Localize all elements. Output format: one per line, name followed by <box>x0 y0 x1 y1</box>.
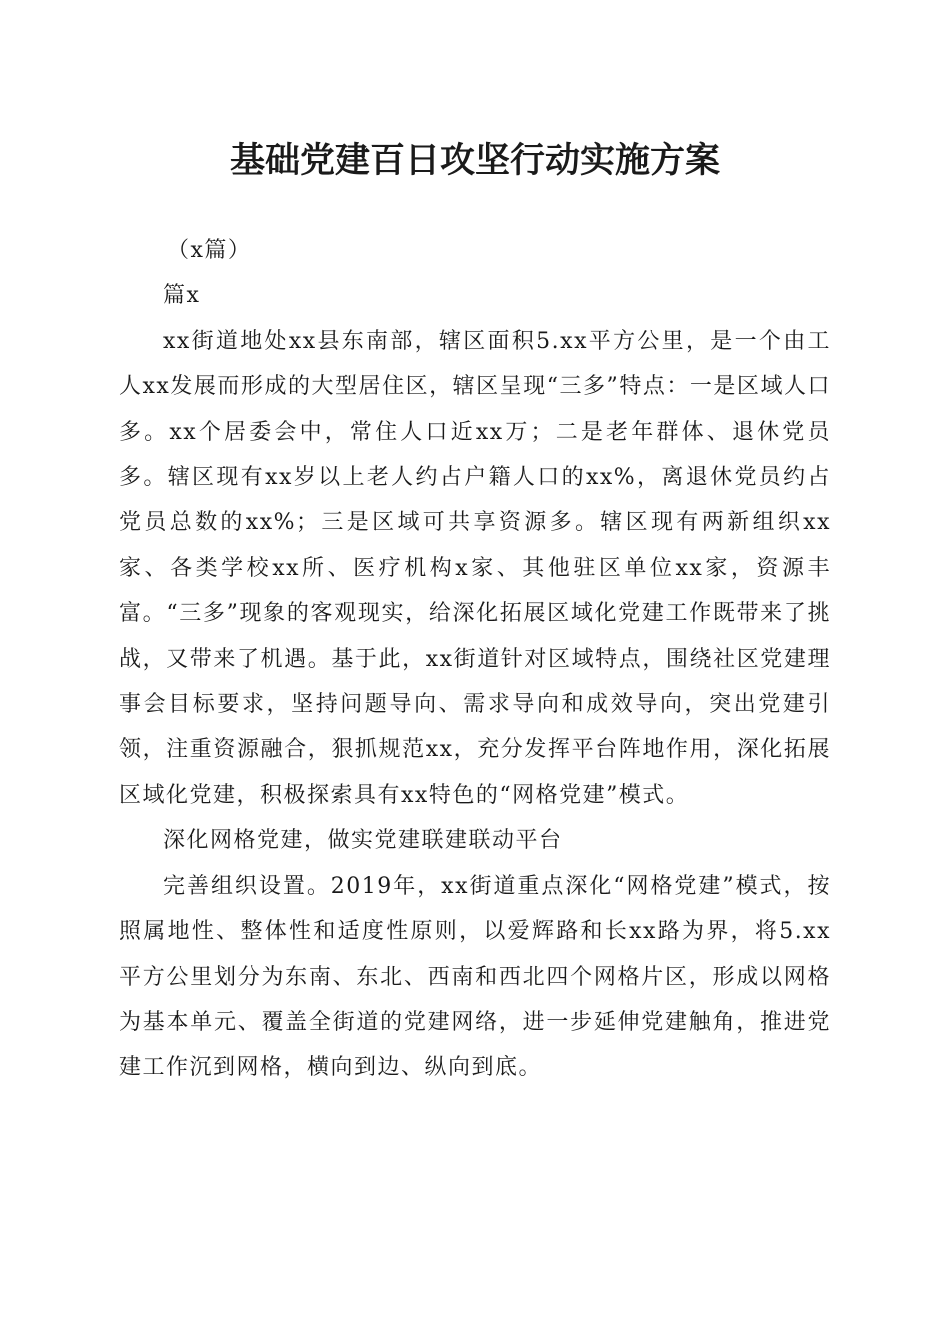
organization-paragraph: 完善组织设置。2019年，xx街道重点深化“网格党建”模式，按照属地性、整体性和适度性原则，以爱辉路和长xx路为界，将5.xx平方公里划分为东南、东北、西南和西北四个网格片区，形成以网格为基本单元、覆盖全街道的党建网络，进一步延伸党建触角，推进党建工作沉到网格，横向到边、纵向到底。 <box>119 873 831 1081</box>
section-label: 篇x <box>163 283 201 309</box>
section-heading: 深化网格党建，做实党建联建联动平台 <box>163 828 563 854</box>
section-note: （x篇） <box>167 238 252 263</box>
document-body <box>119 228 831 1091</box>
document-title: 基础党建百日攻坚行动实施方案 <box>229 140 720 181</box>
intro-paragraph: xx街道地处xx县东南部，辖区面积5.xx平方公里，是一个由工人xx发展而形成的大型居住区，辖区呈现“三多”特点：一是区域人口多。xx个居委会中，常住人口近xx万；二是老年群体、退休党员多。辖区现有xx岁以上老人约占户籍人口的xx%，离退休党员约占党员总数的xx%；三是区域可共享资源多。辖区现有两新组织xx家、各类学校xx所、医疗机构x家、其他驻区单位xx家，资源丰富。“三多”现象的客观现实，给深化拓展区域化党建工作既带来了挑战，又带来了机遇。基于此，xx街道针对区域特点，围绕社区党建理事会目标要求，坚持问题导向、需求导向和成效导向，突出党建引领，注重资源融合，狠抓规范xx，充分发挥平台阵地作用，深化拓展区域化党建，积极探索具有xx特色的“网格党建”模式。 <box>119 328 831 808</box>
